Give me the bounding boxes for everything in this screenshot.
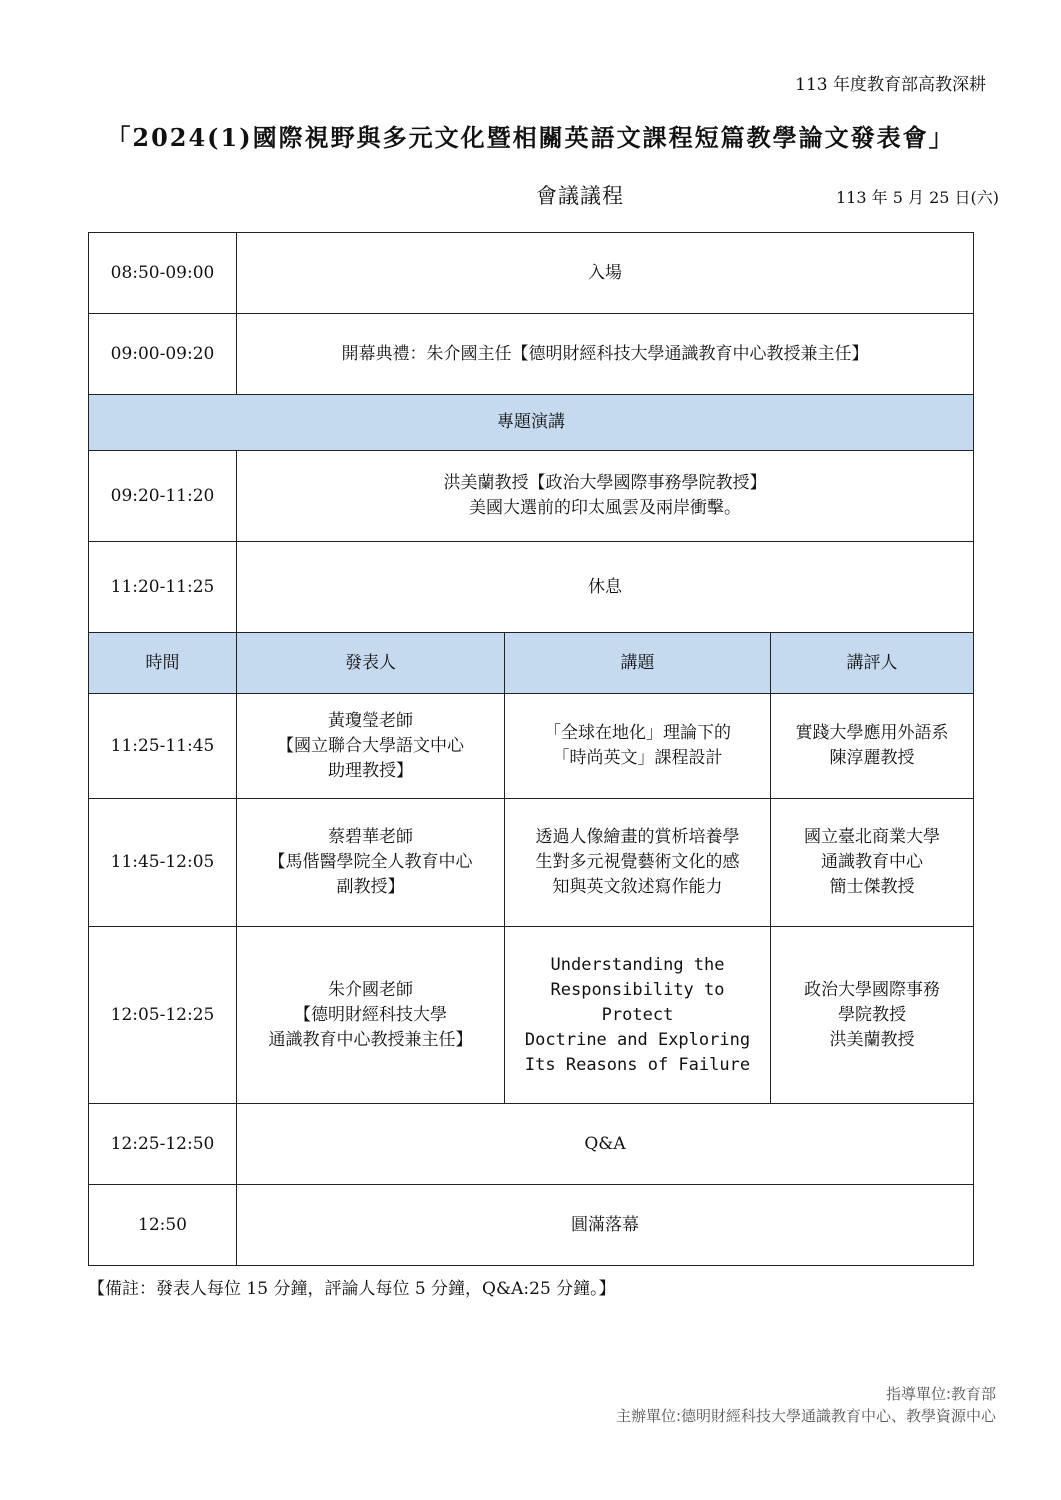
presenter-line: 【國立聯合大學語文中心 bbox=[277, 735, 464, 756]
presenter-cell bbox=[237, 799, 505, 927]
reviewer-line: 通識教育中心 bbox=[821, 852, 924, 872]
topic-line: 「全球在地化」理論下的 bbox=[544, 723, 731, 743]
time-cell: 08:50-09:00 bbox=[89, 233, 237, 314]
column-header-reviewer: 講評人 bbox=[771, 633, 974, 694]
presenter-line: 通識教育中心教授兼主任】 bbox=[268, 1029, 473, 1050]
presenter-line: 【德明財經科技大學 bbox=[294, 1004, 447, 1025]
topic-cell bbox=[505, 799, 771, 927]
event-date: 113 年 5 月 25 日(六) bbox=[836, 188, 999, 207]
reviewer-line: 政治大學國際事務 bbox=[804, 979, 941, 1000]
break-cell: 休息 bbox=[237, 542, 974, 633]
reviewer-line: 國立臺北商業大學 bbox=[804, 827, 941, 847]
program-label: 113 年度教育部高教深耕 bbox=[795, 75, 986, 95]
presenter-line: 黃瓊瑩老師 bbox=[328, 710, 413, 731]
time-cell: 11:25-11:45 bbox=[89, 694, 237, 799]
presenter-cell bbox=[237, 694, 505, 799]
table-row bbox=[89, 694, 974, 799]
topic-line: Its Reasons of Failure bbox=[524, 1054, 751, 1075]
entry-cell: 入場 bbox=[237, 233, 974, 314]
agenda-heading: 會議議程 bbox=[536, 184, 624, 208]
topic-line: 「時尚英文」課程設計 bbox=[552, 748, 723, 768]
table-row bbox=[89, 395, 974, 451]
column-header-time: 時間 bbox=[89, 633, 237, 694]
topic-line: 透過人像繪畫的賞析培養學 bbox=[535, 827, 740, 847]
time-cell: 09:20-11:20 bbox=[89, 451, 237, 542]
reviewer-cell bbox=[771, 927, 974, 1104]
column-header-topic: 講題 bbox=[505, 633, 771, 694]
topic-line: 知與英文敘述寫作能力 bbox=[552, 877, 723, 897]
presenter-line: 朱介國老師 bbox=[328, 979, 413, 1000]
page-title: 「2024(1)國際視野與多元文化暨相關英語文課程短篇教學論文發表會」 bbox=[106, 123, 955, 152]
reviewer-line: 實踐大學應用外語系 bbox=[795, 723, 949, 743]
time-cell: 09:00-09:20 bbox=[89, 314, 237, 395]
topic-line: 生對多元視覺藝術文化的感 bbox=[535, 852, 740, 872]
table-row bbox=[89, 1185, 974, 1266]
topic-cell bbox=[505, 927, 771, 1104]
table-row bbox=[89, 542, 974, 633]
opening-cell: 開幕典禮：朱介國主任【德明財經科技大學通識教育中心教授兼主任】 bbox=[237, 314, 974, 395]
time-cell: 12:25-12:50 bbox=[89, 1104, 237, 1185]
reviewer-cell bbox=[771, 694, 974, 799]
time-cell: 12:50 bbox=[89, 1185, 237, 1266]
table-row bbox=[89, 233, 974, 314]
presenter-line: 副教授】 bbox=[336, 877, 405, 897]
agenda-table bbox=[88, 232, 974, 1266]
keynote-speaker: 洪美蘭教授【政治大學國際事務學院教授】 bbox=[443, 473, 767, 493]
qa-cell: Q&A bbox=[237, 1104, 974, 1185]
reviewer-line: 學院教授 bbox=[838, 1004, 907, 1025]
table-row bbox=[89, 927, 974, 1104]
reviewer-line: 洪美蘭教授 bbox=[829, 1029, 915, 1050]
topic-cell bbox=[505, 694, 771, 799]
time-cell: 12:05-12:25 bbox=[89, 927, 237, 1104]
presenter-line: 【馬偕醫學院全人教育中心 bbox=[268, 852, 473, 872]
table-row bbox=[89, 451, 974, 542]
reviewer-cell bbox=[771, 799, 974, 927]
presenter-line: 蔡碧華老師 bbox=[328, 827, 413, 847]
presenter-line: 助理教授】 bbox=[328, 760, 413, 781]
time-cell: 11:20-11:25 bbox=[89, 542, 237, 633]
presenter-cell bbox=[237, 927, 505, 1104]
keynote-cell bbox=[237, 451, 974, 542]
table-row bbox=[89, 314, 974, 395]
table-row bbox=[89, 799, 974, 927]
topic-line: Understanding the bbox=[550, 954, 725, 975]
organizer-unit: 主辦單位:德明財經科技大學通識教育中心、教學資源中心 bbox=[615, 1407, 996, 1425]
table-header-row bbox=[89, 633, 974, 694]
topic-line: Doctrine and Exploring bbox=[524, 1029, 751, 1050]
keynote-header: 專題演講 bbox=[89, 395, 974, 451]
remarks-note: 【備註：發表人每位 15 分鐘，評論人每位 5 分鐘，Q&A:25 分鐘。】 bbox=[88, 1279, 616, 1299]
reviewer-line: 簡士傑教授 bbox=[829, 877, 915, 897]
keynote-topic: 美國大選前的印太風雲及兩岸衝擊。 bbox=[469, 498, 742, 518]
column-header-presenter: 發表人 bbox=[237, 633, 505, 694]
time-cell: 11:45-12:05 bbox=[89, 799, 237, 927]
advisor-unit: 指導單位:教育部 bbox=[885, 1385, 996, 1403]
topic-line: Responsibility to Protect bbox=[550, 979, 725, 1025]
table-row bbox=[89, 1104, 974, 1185]
reviewer-line: 陳淳麗教授 bbox=[829, 748, 915, 768]
closing-cell: 圓滿落幕 bbox=[237, 1185, 974, 1266]
